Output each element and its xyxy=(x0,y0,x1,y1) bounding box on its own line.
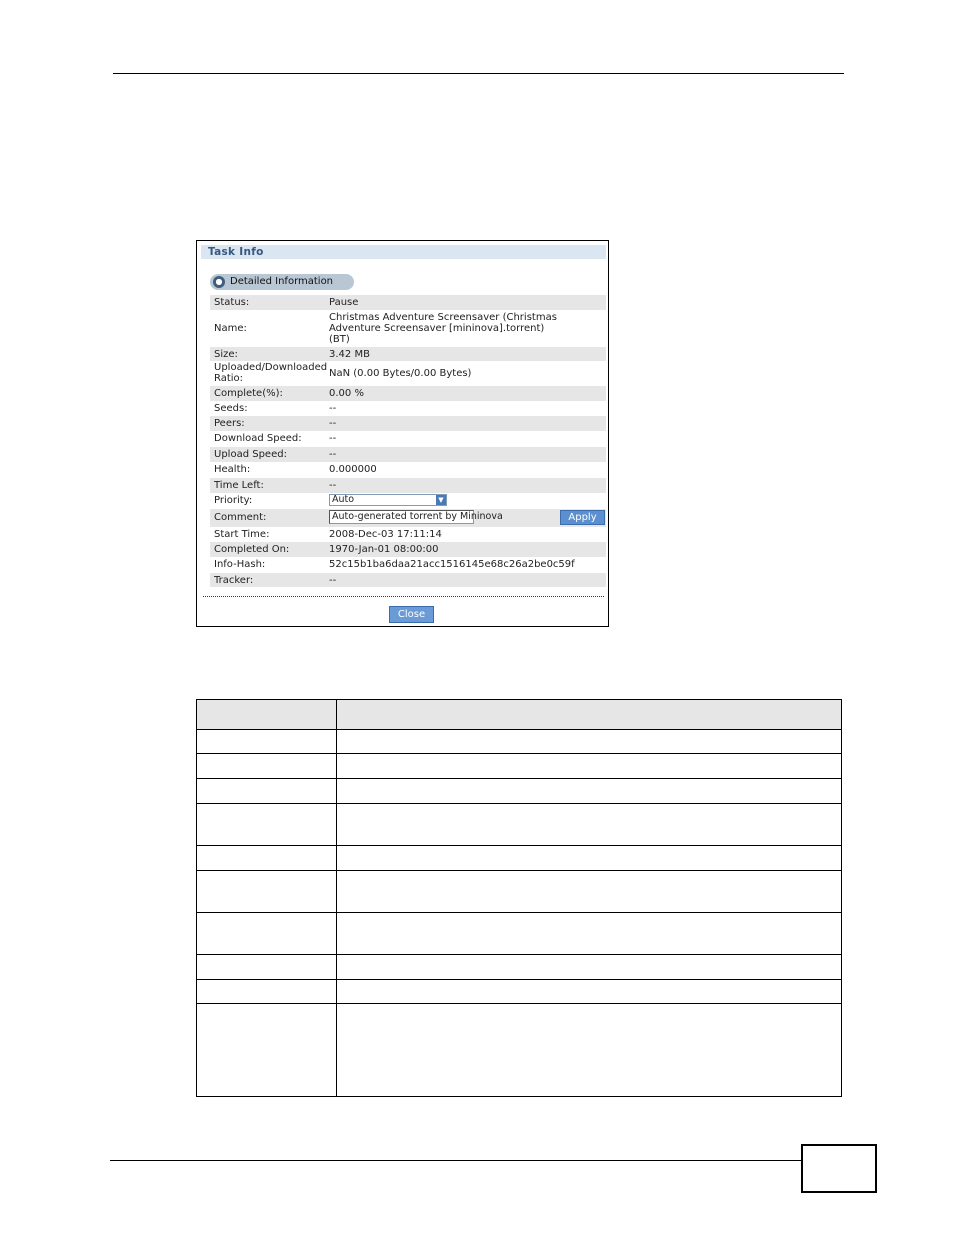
upload-speed-value: -- xyxy=(329,449,337,460)
apply-button[interactable]: Apply xyxy=(560,510,605,525)
tracker-label: Tracker: xyxy=(214,575,254,586)
upload-speed-label: Upload Speed: xyxy=(214,449,287,460)
download-speed-value: -- xyxy=(329,433,337,444)
row-size xyxy=(210,347,606,361)
chevron-down-icon[interactable]: ▼ xyxy=(436,495,446,505)
table-header-row xyxy=(197,700,842,730)
table-row xyxy=(197,754,842,779)
seeds-label: Seeds: xyxy=(214,403,248,414)
table-cell xyxy=(197,1004,337,1097)
table-row xyxy=(197,846,842,871)
table-cell xyxy=(337,846,842,871)
start-time-label: Start Time: xyxy=(214,529,270,540)
row-ratio xyxy=(210,361,606,386)
info-hash-value: 52c15b1ba6daa21acc1516145e68c26a2be0c59f xyxy=(329,559,575,570)
info-icon: ● xyxy=(213,276,225,288)
task-info-panel xyxy=(196,240,609,627)
table-cell xyxy=(197,779,337,804)
table-cell xyxy=(197,804,337,846)
row-priority xyxy=(210,493,606,509)
table-cell xyxy=(337,955,842,980)
size-label: Size: xyxy=(214,349,238,360)
table-cell xyxy=(337,754,842,779)
table-row xyxy=(197,913,842,955)
name-line-2: Adventure Screensaver [mininova].torrent) xyxy=(329,323,545,334)
completed-on-value: 1970-Jan-01 08:00:00 xyxy=(329,544,439,555)
tracker-value: -- xyxy=(329,575,337,586)
complete-label: Complete(%): xyxy=(214,388,283,399)
comment-input[interactable]: Auto-generated torrent by Mininova xyxy=(329,510,474,524)
download-speed-label: Download Speed: xyxy=(214,433,302,444)
table-cell xyxy=(337,871,842,913)
size-value: 3.42 MB xyxy=(329,349,370,360)
table-cell xyxy=(337,980,842,1004)
health-value: 0.000000 xyxy=(329,464,377,475)
name-label: Name: xyxy=(214,323,247,334)
table-cell xyxy=(337,804,842,846)
header-rule xyxy=(113,73,844,74)
status-label: Status: xyxy=(214,297,250,308)
complete-value: 0.00 % xyxy=(329,388,364,399)
row-info-hash xyxy=(210,557,606,573)
table-cell xyxy=(197,846,337,871)
priority-selected-value: Auto xyxy=(332,494,355,505)
info-hash-label: Info-Hash: xyxy=(214,559,266,570)
table-cell xyxy=(197,955,337,980)
detailed-information-tab[interactable] xyxy=(210,274,354,290)
row-name xyxy=(210,310,606,347)
name-value xyxy=(329,312,604,345)
table-cell xyxy=(197,871,337,913)
table-row xyxy=(197,804,842,846)
close-button[interactable]: Close xyxy=(389,606,434,623)
table-row xyxy=(197,980,842,1004)
table-cell xyxy=(197,980,337,1004)
table-row xyxy=(197,730,842,754)
row-seeds xyxy=(210,401,606,416)
row-start-time xyxy=(210,527,606,542)
health-label: Health: xyxy=(214,464,251,475)
table-row xyxy=(197,955,842,980)
row-completed-on xyxy=(210,542,606,557)
peers-label: Peers: xyxy=(214,418,245,429)
time-left-value: -- xyxy=(329,480,337,491)
row-status xyxy=(210,295,606,310)
row-peers xyxy=(210,416,606,431)
priority-select[interactable] xyxy=(329,494,447,506)
priority-label: Priority: xyxy=(214,495,253,506)
footer-rule xyxy=(110,1160,802,1161)
time-left-label: Time Left: xyxy=(214,480,264,491)
completed-on-label: Completed On: xyxy=(214,544,290,555)
table-cell xyxy=(197,730,337,754)
panel-title: Task Info xyxy=(201,245,606,259)
row-tracker xyxy=(210,573,606,587)
table-cell xyxy=(337,779,842,804)
table-header-cell xyxy=(337,700,842,730)
table-row xyxy=(197,871,842,913)
table-cell xyxy=(337,913,842,955)
status-value: Pause xyxy=(329,297,359,308)
field-description-table xyxy=(196,699,842,1097)
comment-label: Comment: xyxy=(214,512,267,523)
section-label: Detailed Information xyxy=(230,276,334,287)
name-line-3: (BT) xyxy=(329,334,350,345)
ratio-label-line-2: Ratio: xyxy=(214,373,244,384)
peers-value: -- xyxy=(329,418,337,429)
row-upload-speed xyxy=(210,447,606,462)
table-header-cell xyxy=(197,700,337,730)
name-line-1: Christmas Adventure Screensaver (Christmas xyxy=(329,312,557,323)
ratio-value: NaN (0.00 Bytes/0.00 Bytes) xyxy=(329,368,472,379)
table-cell xyxy=(337,1004,842,1097)
dotted-divider xyxy=(203,596,604,597)
row-complete xyxy=(210,386,606,401)
row-download-speed xyxy=(210,431,606,447)
table-cell xyxy=(197,754,337,779)
ratio-label-line-1: Uploaded/Downloaded xyxy=(214,362,328,373)
seeds-value: -- xyxy=(329,403,337,414)
row-health xyxy=(210,462,606,478)
table-cell xyxy=(337,730,842,754)
info-rows xyxy=(210,295,606,587)
table-row xyxy=(197,779,842,804)
table-cell xyxy=(197,913,337,955)
row-comment xyxy=(210,509,606,527)
page-number-box xyxy=(801,1144,877,1193)
ratio-label xyxy=(214,362,328,384)
start-time-value: 2008-Dec-03 17:11:14 xyxy=(329,529,442,540)
table-row xyxy=(197,1004,842,1097)
row-time-left xyxy=(210,478,606,493)
